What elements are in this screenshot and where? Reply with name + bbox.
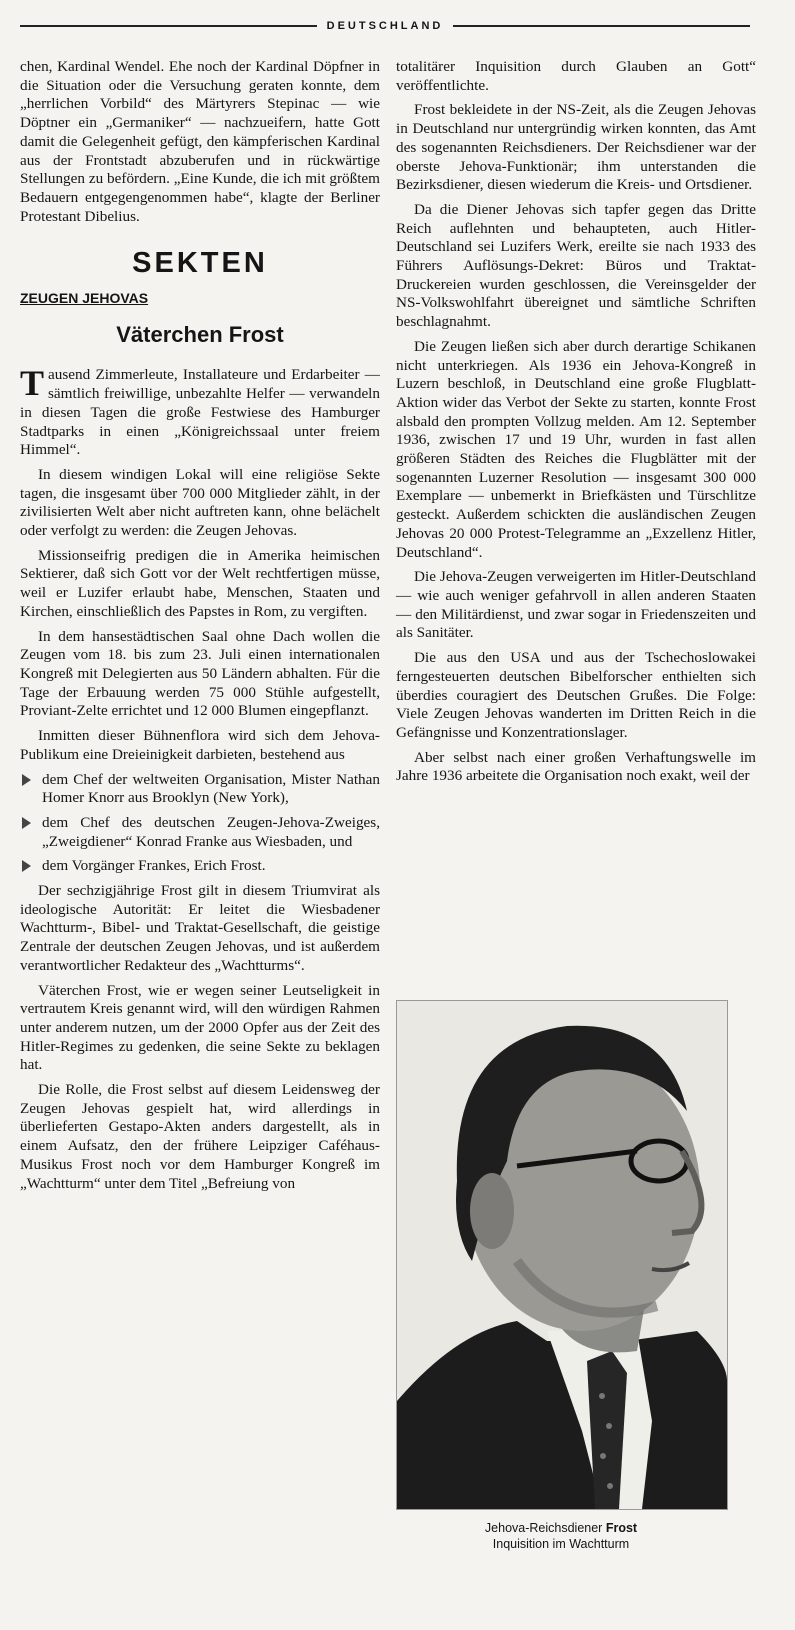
- body-paragraph: Der sechzigjährige Frost gilt in diesem Triumvirat als ideologische Autorität: Er leitet die Wiesbadener Wachtturm-, Bibel- und Traktat-Gesellschaft, die geistige Zentrale der deutschen Zeugen Jehovas, und ist außerdem verantwortlicher Redakteur des „Wachtturms“.: [20, 882, 380, 974]
- caption-subline: Inquisition im Wachtturm: [492, 1537, 630, 1551]
- section-header-label: DEUTSCHLAND: [326, 20, 444, 32]
- portrait-illustration: [397, 1001, 727, 1509]
- bullet-triangle-icon: [22, 774, 31, 786]
- body-paragraph: Die Jehova-Zeugen verweigerten im Hitler-Deutschland — wie auch weniger gefahrvoll in allen anderen Staaten — den Militärdienst, und zwar sogar in Friedenszeiten und als Sanitäter.: [396, 568, 756, 642]
- body-paragraph: In dem hansestädtischen Saal ohne Dach wollen die Zeugen vom 18. bis zum 23. Juli einen internationalen Kongreß mit Delegierten aus 50 Ländern abhalten. Für die Tage der Erbauung werden 75 000 Stühle aufgestellt, Proviant-Zelte errichtet und 12 000 Blumen eingepflanzt.: [20, 627, 380, 720]
- body-paragraph: Die aus den USA und aus der Tschechoslowakei ferngesteuerten deutschen Bibelforscher enthielten sich überdies couragiert des Deutschen Grußes. Die Folge: Viele Zeugen Jehovas wanderten im Dritten Reich in die Gefängnisse und Konzentrationslager.: [396, 649, 756, 741]
- caption-name: Frost: [605, 1521, 638, 1535]
- photo-figure: [396, 1000, 726, 1552]
- body-paragraph: Die Rolle, die Frost selbst auf diesem Leidensweg der Zeugen Jehovas gespielt hat, wird allerdings in überlieferten Gestapo-Akten anders dargestellt, als in einem Aufsatz, den der frühere Leipziger Caféhaus-Musikus Frost noch vor dem Hamburger Kongreß im „Wachtturm“ unter dem Titel „Befreiung von: [20, 1081, 380, 1192]
- body-paragraph: In diesem windigen Lokal will eine religiöse Sekte tagen, die insgesamt über 700 000 Mitglieder zählt, in der zivilisierten Welt aber nicht auftreten kann, ohne belächelt oder verfolgt zu werden: die Zeugen Jehovas.: [20, 465, 380, 540]
- body-paragraph: totalitärer Inquisition durch Glauben an Gott“ veröffentlichte.: [396, 58, 756, 94]
- intro-paragraph: chen, Kardinal Wendel. Ehe noch der Kardinal Döpfner in die Situation oder die Versuchung geraten konnte, dem „herrlichen Vorbild“ des Märtyrers Stepinac — wie Döptner ein „Germaniker“ — nachzueifern, hatte Gott damit die Gelegenheit gefügt, den kämpferischen Kardinal aus der Frontstadt abzuberufen und in rückwärtige Stellungen zu befördern. „Eine Kunde, die ich mit größtem Bedauern entgegengenommen habe“, klagte der Berliner Protestant Dibelius.: [20, 58, 380, 225]
- section-title: SEKTEN: [132, 247, 268, 280]
- body-paragraph: Die Zeugen ließen sich aber durch derartige Schikanen nicht unterkriegen. Als 1936 ein Jehova-Kongreß in Luzern beschloß, in Deutschland eine große Flugblatt-Aktion wider das Verbot der Sekte zu starten, konnte Frost alsbald den prompten Vollzug melden. Am 12. September 1936, zwischen 17 und 19 Uhr, wurden in fast allen größeren Städten des Reiches die Flugblätter mit der sogenannten Luzerner Resolution — insgesamt 300 000 Exemplare — unbemerkt in Briefkästen und Türschlitze gesteckt. Außerdem schickten die ausländischen Zeugen Jehovas 20 000 Protest-Telegramme an „Exzellenz Hitler, Deutschland“.: [396, 337, 756, 561]
- body-paragraph: Frost bekleidete in der NS-Zeit, als die Zeugen Jehovas in Deutschland nur untergründig wirken konnten, das Amt des sogenannten Reichsdieners. Der Reichsdiener war der oberste Jehova-Funktionär; ihm unterstanden die Bezirksdiener, diesen wiederum die Kreis- und Ortsdiener.: [396, 101, 756, 194]
- list-item: dem Vorgänger Frankes, Erich Frost.: [20, 857, 380, 876]
- body-paragraph: Inmitten dieser Bühnenflora wird sich dem Jehova-Publikum eine Dreieinigkeit darbieten, bestehend aus: [20, 727, 380, 763]
- list-item: dem Chef des deutschen Zeugen-Jehova-Zweiges, „Zweigdiener“ Konrad Franke aus Wiesbaden, und: [20, 814, 380, 851]
- article-kicker: ZEUGEN JEHOVAS: [20, 290, 149, 307]
- body-paragraph: Missionseifrig predigen die in Amerika heimischen Sektierer, daß sich Gott vor der Welt rechtfertigen müsse, weil er Luzifer erlaubt habe, Menschen, Staaten und Kirchen, einschließlich des Papstes in Rom, zu vergiften.: [20, 546, 380, 620]
- body-paragraph: Aber selbst nach einer großen Verhaftungswelle im Jahre 1936 arbeitete die Organisation noch exakt, weil der: [396, 748, 756, 785]
- article-lead-paragraph: [20, 363, 380, 460]
- bullet-triangle-icon: [22, 860, 31, 872]
- article-headline: Väterchen Frost: [116, 321, 284, 347]
- lead-text: ausend Zimmerleute, Installateure und Erdarbeiter — sämtlich freiwillige, unbezahlte Helfer — verwandeln in diesen Tagen die große Festwiese des Hamburger Stadtparks in einen „Königreichssaal unter freiem Himmel“.: [20, 366, 380, 459]
- triumvirate-list: [20, 771, 380, 877]
- body-paragraph: Da die Diener Jehovas sich tapfer gegen das Dritte Reich auflehnten und behaupteten, auch Hitler-Deutschland sei Luzifers Werk, ereilte sie nach 1933 des Führers Auflösungs-Dekret: Büros und Traktat-Druckereien wurden geschlossen, die Vereinsgelder der NS-Volkswohlfahrt übereignet und sämtliche Schriften beschlagnahmt.: [396, 200, 756, 331]
- header-rule-left: [20, 25, 317, 27]
- body-paragraph: Väterchen Frost, wie er wegen seiner Leutseligkeit in vertrautem Kreis genannt wird, will den würdigen Rahmen unter anderem nutzen, um der 2000 Opfer aus der Zeit des Hitler-Regimes zu gedenken, die seine Sekte zu beklagen hat.: [20, 981, 380, 1074]
- right-column: [396, 58, 756, 792]
- left-column: [20, 58, 380, 1199]
- drop-cap: T: [20, 363, 45, 404]
- bullet-triangle-icon: [22, 817, 31, 829]
- page-header: [20, 14, 750, 38]
- header-rule-right: [453, 25, 750, 27]
- photo-caption: Jehova-Reichsdiener Frost Inquisition im Wachtturm: [484, 1521, 638, 1551]
- list-item: dem Chef der weltweiten Organisation, Mister Nathan Homer Knorr aus Brooklyn (New York),: [20, 771, 380, 808]
- portrait-photo: [396, 1000, 728, 1510]
